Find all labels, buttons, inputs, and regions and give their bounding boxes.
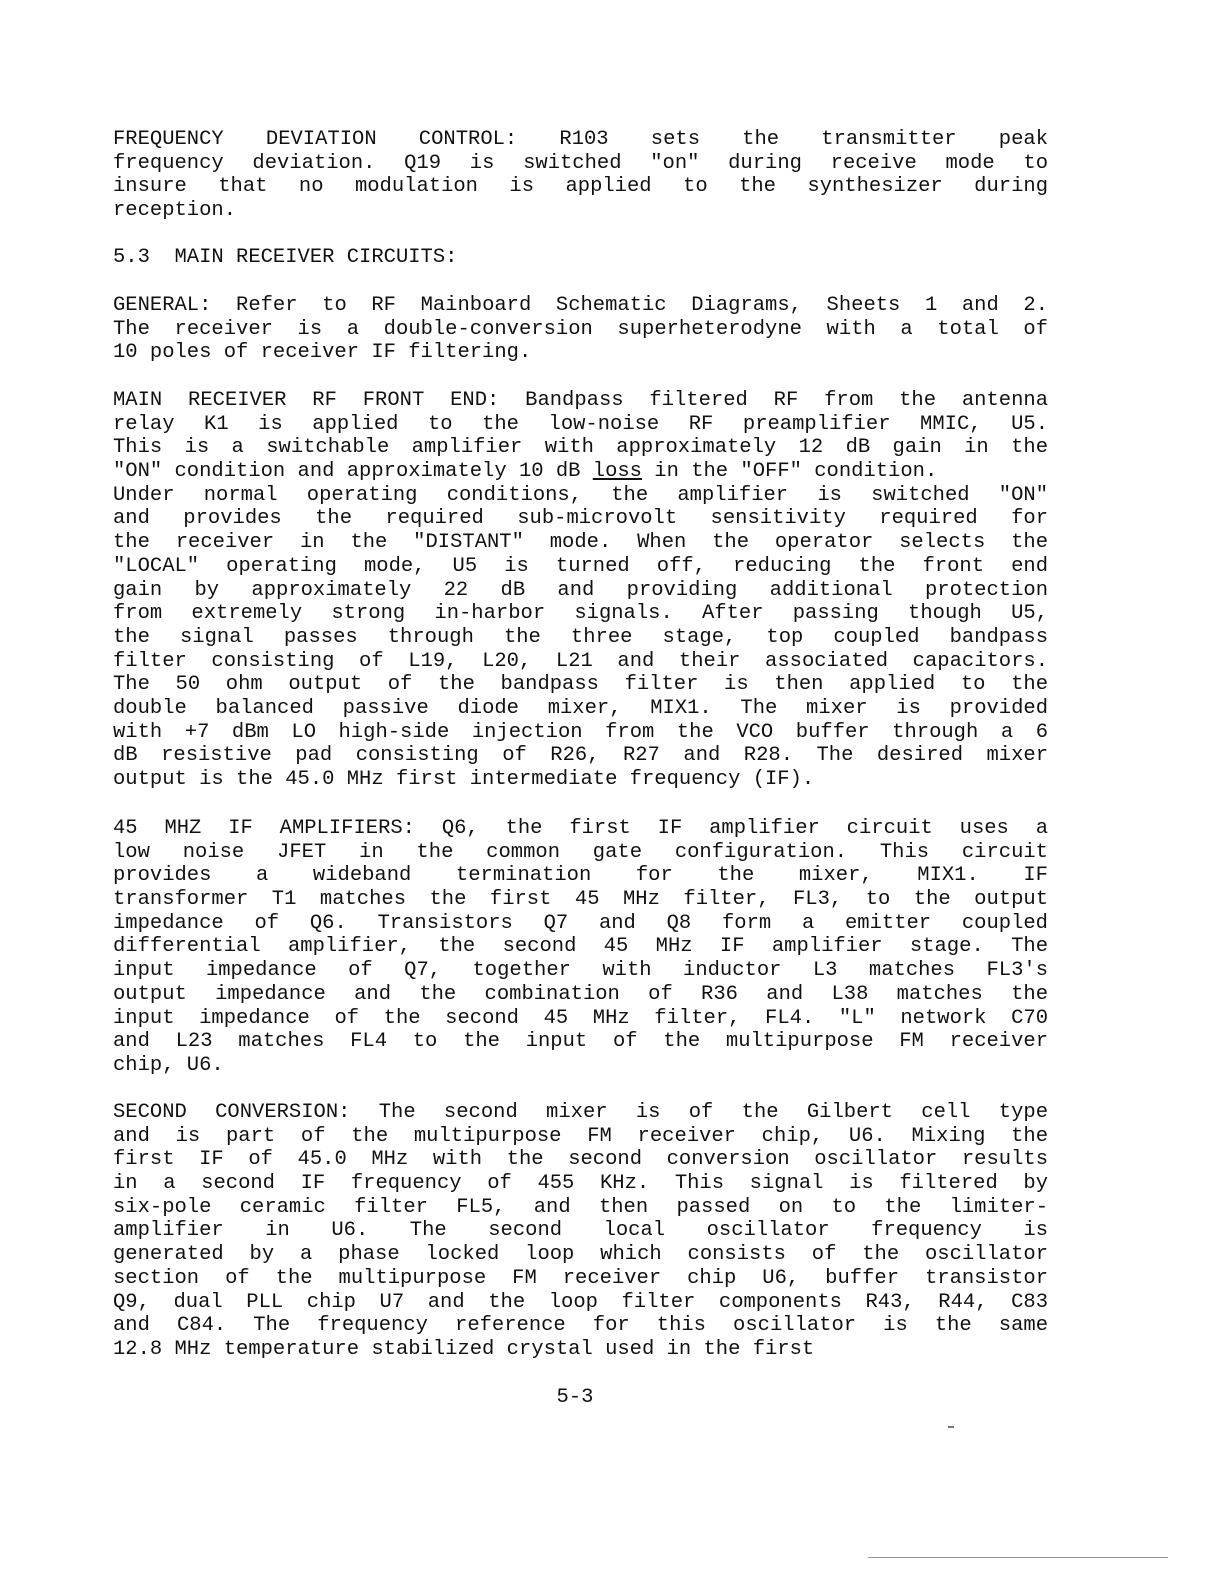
text-line: The receiver is a double-conversion superheterodyne with a total of xyxy=(113,317,1048,341)
text-line: section of the multipurpose FM receiver chip U6, buffer transistor xyxy=(113,1266,1048,1290)
section-title: 5.3 MAIN RECEIVER CIRCUITS: xyxy=(113,246,458,269)
text-line: provides a wideband termination for the mixer, MIX1. IF xyxy=(113,864,1048,888)
scan-speck xyxy=(948,1426,954,1428)
text-line: differential amplifier, the second 45 MHz IF amplifier stage. The xyxy=(113,935,1048,959)
text-line: 12.8 MHz temperature stabilized crystal used in the first xyxy=(113,1337,815,1361)
text-segment: "ON" condition and approximately 10 dB xyxy=(113,460,593,484)
text-line: first IF of 45.0 MHz with the second conversion oscillator results xyxy=(113,1148,1048,1172)
text-line: SECOND CONVERSION: The second mixer is of the Gilbert cell type xyxy=(113,1101,1048,1124)
text-line: gain by approximately 22 dB and providing additional protection xyxy=(113,578,1048,602)
text-line: MAIN RECEIVER RF FRONT END: Bandpass filtered RF from the antenna xyxy=(113,389,1048,412)
text-line: frequency deviation. Q19 is switched "on" during receive mode to xyxy=(113,151,1048,175)
text-line: amplifier in U6. The second local oscillator frequency is xyxy=(113,1219,1048,1243)
text-line: input impedance of Q7, together with inductor L3 matches FL3's xyxy=(113,959,1048,983)
text-line: dB resistive pad consisting of R26, R27 and R28. The desired mixer xyxy=(113,744,1048,768)
text-line: and C84. The frequency reference for this oscillator is the same xyxy=(113,1314,1048,1338)
text-line: output impedance and the combination of R36 and L38 matches the xyxy=(113,982,1048,1006)
paragraph-rf-front-end xyxy=(113,389,1048,792)
text-line: This is a switchable amplifier with approximately 12 dB gain in the xyxy=(113,436,1048,460)
text-segment: in the "OFF" condition. xyxy=(642,460,938,484)
text-line: GENERAL: Refer to RF Mainboard Schematic Diagrams, Sheets 1 and 2. xyxy=(113,294,1048,317)
text-line: reception. xyxy=(113,199,237,223)
text-line: from extremely strong in-harbor signals. After passing though U5, xyxy=(113,602,1048,626)
text-line: and provides the required sub-microvolt sensitivity required for xyxy=(113,507,1048,531)
text-line: six-pole ceramic filter FL5, and then passed on to the limiter- xyxy=(113,1195,1048,1219)
page-number: 5-3 xyxy=(556,1386,594,1409)
text-line: relay K1 is applied to the low-noise RF preamplifier MMIC, U5. xyxy=(113,412,1048,436)
scan-edge-mark xyxy=(868,1557,1168,1558)
text-line: low noise JFET in the common gate configuration. This circuit xyxy=(113,840,1048,864)
text-line: chip, U6. xyxy=(113,1053,224,1077)
text-line: double balanced passive diode mixer, MIX1. The mixer is provided xyxy=(113,696,1048,720)
text-line: transformer T1 matches the first 45 MHz filter, FL3, to the output xyxy=(113,888,1048,912)
text-line: "LOCAL" operating mode, U5 is turned off, reducing the front end xyxy=(113,554,1048,578)
paragraph-general xyxy=(113,294,1048,365)
section-heading xyxy=(113,246,1048,270)
text-line: input impedance of the second 45 MHz filter, FL4. "L" network C70 xyxy=(113,1006,1048,1030)
text-line: and L23 matches FL4 to the input of the multipurpose FM receiver xyxy=(113,1030,1048,1054)
underlined-word: loss xyxy=(592,460,642,484)
text-line: the signal passes through the three stage, top coupled bandpass xyxy=(113,625,1048,649)
text-line: the receiver in the "DISTANT" mode. When the operator selects the xyxy=(113,531,1048,555)
text-line: impedance of Q6. Transistors Q7 and Q8 form a emitter coupled xyxy=(113,911,1048,935)
text-line: with +7 dBm LO high-side injection from the VCO buffer through a 6 xyxy=(113,720,1048,744)
text-line xyxy=(113,460,1048,484)
paragraph-if-amplifiers xyxy=(113,817,1048,1078)
text-line: 45 MHZ IF AMPLIFIERS: Q6, the first IF amplifier circuit uses a xyxy=(113,817,1048,840)
text-line: FREQUENCY DEVIATION CONTROL: R103 sets the transmitter peak xyxy=(113,128,1048,151)
text-line: Under normal operating conditions, the amplifier is switched "ON" xyxy=(113,483,1048,507)
text-line: insure that no modulation is applied to the synthesizer during xyxy=(113,175,1048,199)
text-line: The 50 ohm output of the bandpass filter is then applied to the xyxy=(113,673,1048,697)
text-line: in a second IF frequency of 455 KHz. This signal is filtered by xyxy=(113,1172,1048,1196)
text-line: 10 poles of receiver IF filtering. xyxy=(113,341,532,365)
text-line: generated by a phase locked loop which consists of the oscillator xyxy=(113,1243,1048,1267)
paragraph-second-conversion xyxy=(113,1101,1048,1362)
text-line: and is part of the multipurpose FM receiver chip, U6. Mixing the xyxy=(113,1124,1048,1148)
text-line: filter consisting of L19, L20, L21 and their associated capacitors. xyxy=(113,649,1048,673)
text-line: Q9, dual PLL chip U7 and the loop filter components R43, R44, C83 xyxy=(113,1290,1048,1314)
text-line: output is the 45.0 MHz first intermediate frequency (IF). xyxy=(113,768,815,791)
paragraph-frequency-deviation-control xyxy=(113,128,1048,223)
